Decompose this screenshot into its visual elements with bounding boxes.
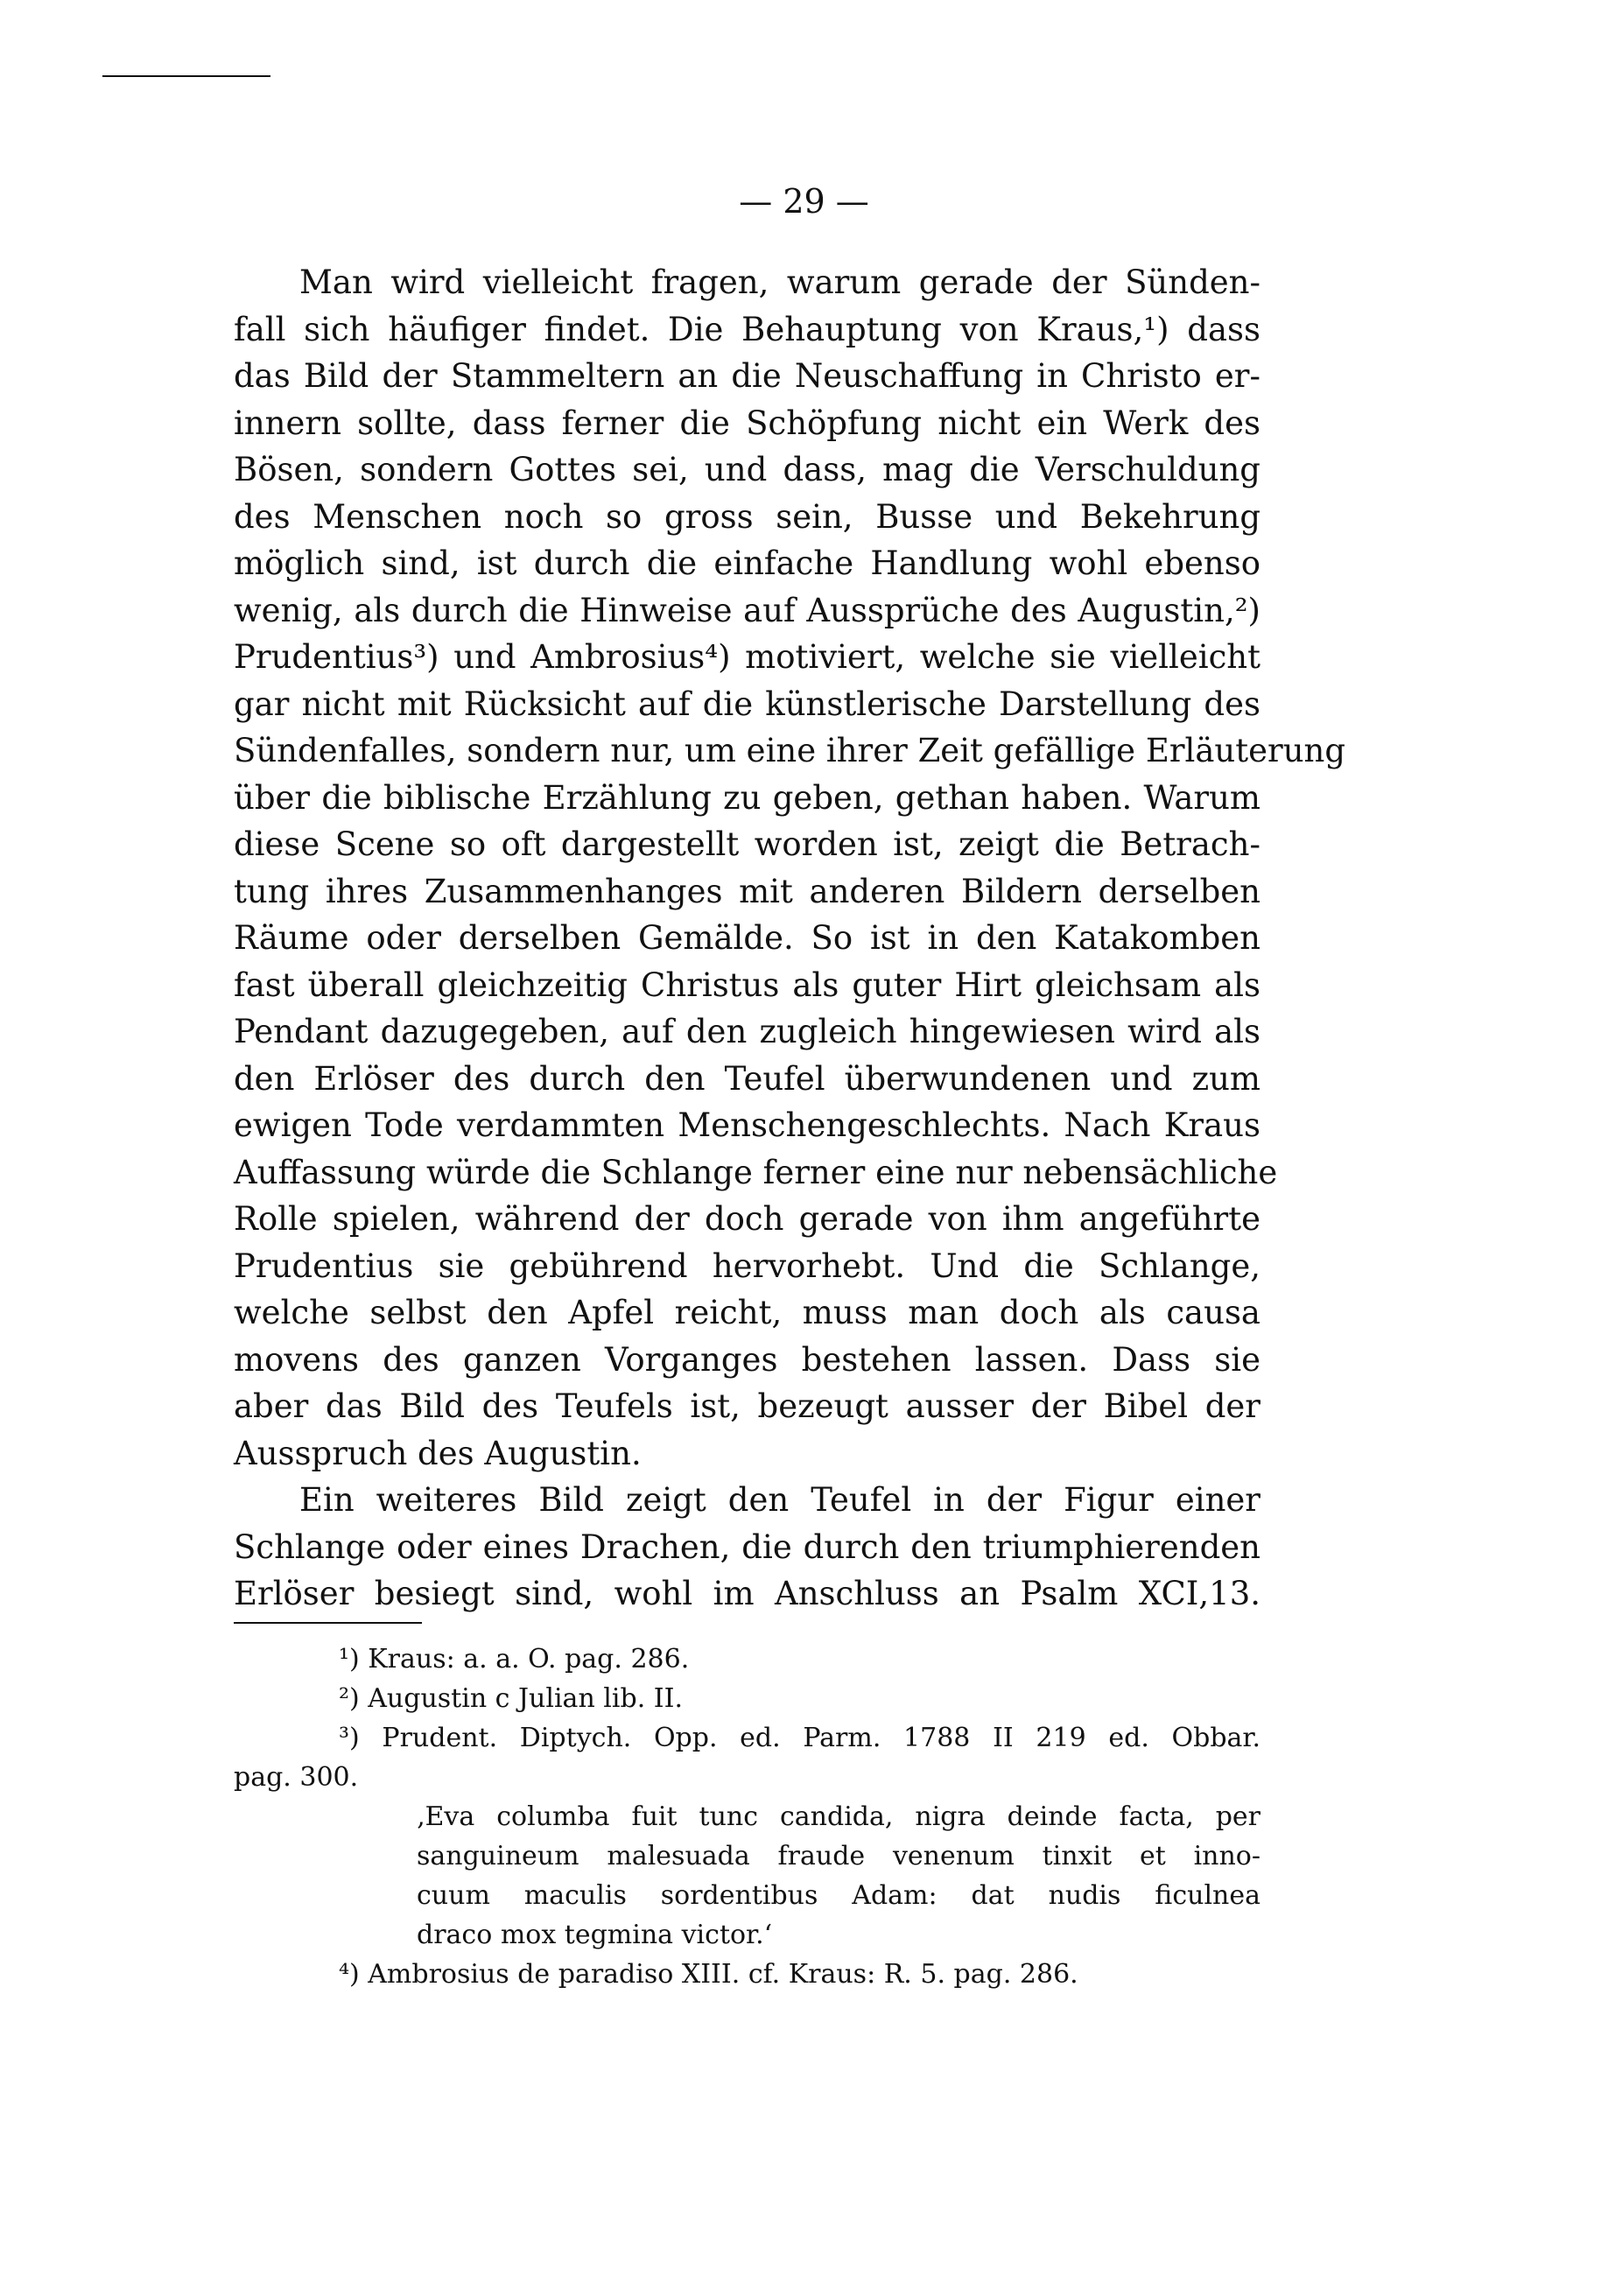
footnotes <box>234 1639 1260 1994</box>
text-line: Prudentius³) und Ambrosius⁴) motiviert, welche sie vielleicht <box>234 638 1260 676</box>
text-line: Rolle spielen, während der doch gerade von ihm angeführte <box>234 1200 1260 1238</box>
text-line: aber das Bild des Teufels ist, bezeugt ausser der Bibel der <box>234 1387 1260 1425</box>
footnote-line: cuum maculis sordentibus Adam: dat nudis ficulnea <box>417 1880 1260 1911</box>
text-line: ewigen Tode verdammten Menschengeschlechts. Nach Kraus <box>234 1106 1260 1144</box>
text-line: des Menschen noch so gross sein, Busse und Bekehrung <box>234 497 1260 536</box>
text-line: fast überall gleichzeitig Christus als guter Hirt gleichsam als <box>234 965 1260 1004</box>
footnote-line: ³) Prudent. Diptych. Opp. ed. Parm. 1788 II 219 ed. Obbar. <box>339 1723 1260 1753</box>
text-line: Prudentius sie gebührend hervorhebt. Und die Schlange, <box>234 1246 1260 1285</box>
page-number: — 29 — <box>739 182 869 221</box>
text-line: Erlöser besiegt sind, wohl im Anschluss an Psalm XCI,13. <box>234 1575 1260 1612</box>
footnote-line: ‚Eva columba fuit tunc candida, nigra deinde facta, per <box>417 1801 1260 1832</box>
text-line: Auffassung würde die Schlange ferner eine nur nebensächliche <box>234 1153 1278 1191</box>
footnote-line: pag. 300. <box>234 1762 359 1793</box>
text-line: Räume oder derselben Gemälde. So ist in den Katakomben <box>234 919 1260 957</box>
footnote-line: ²) Augustin c Julian lib. II. <box>339 1683 684 1714</box>
text-line: tung ihres Zusammenhanges mit anderen Bildern derselben <box>234 872 1260 910</box>
text-line: über die biblische Erzählung zu geben, gethan haben. Warum <box>234 778 1260 817</box>
footnote-line: ¹) Kraus: a. a. O. pag. 286. <box>339 1644 690 1675</box>
text-line: diese Scene so oft dargestellt worden ist, zeigt die Betrach- <box>234 825 1260 863</box>
text-line: wenig, als durch die Hinweise auf Aussprüche des Augustin,²) <box>234 591 1260 629</box>
text-line: Schlange oder eines Drachen, die durch den triumphierenden <box>234 1527 1260 1566</box>
text-line: Man wird vielleicht fragen, warum gerade der Sünden- <box>299 263 1260 301</box>
text-line: den Erlöser des durch den Teufel überwundenen und zum <box>234 1059 1260 1098</box>
body-text <box>234 259 1346 1618</box>
text-line: fall sich häufiger findet. Die Behauptung von Kraus,¹) dass <box>234 310 1260 348</box>
footnote-line: sanguineum malesuada fraude venenum tinxit et inno- <box>417 1841 1260 1871</box>
text-line: Sündenfalles, sondern nur, um eine ihrer Zeit gefällige Erläuterung <box>234 732 1346 769</box>
text-line: innern sollte, dass ferner die Schöpfung nicht ein Werk des <box>234 404 1260 442</box>
text-line: welche selbst den Apfel reicht, muss man doch als causa <box>234 1294 1260 1331</box>
text-line: Ein weiteres Bild zeigt den Teufel in der Figur einer <box>299 1481 1260 1519</box>
text-line: Bösen, sondern Gottes sei, und dass, mag die Verschuldung <box>234 451 1260 488</box>
text-line: movens des ganzen Vorganges bestehen lassen. Dass sie <box>234 1340 1260 1379</box>
footnote-line: draco mox tegmina victor.‘ <box>417 1920 773 1950</box>
text-line: möglich sind, ist durch die einfache Handlung wohl ebenso <box>234 544 1260 582</box>
text-line: Pendant dazugegeben, auf den zugleich hingewiesen wird als <box>234 1013 1260 1050</box>
top-rule <box>102 75 270 77</box>
footnote-rule <box>234 1622 422 1624</box>
footnote-line: ⁴) Ambrosius de paradiso XIII. cf. Kraus: R. 5. pag. 286. <box>339 1959 1078 1990</box>
text-line: das Bild der Stammeltern an die Neuschaffung in Christo er- <box>234 357 1260 395</box>
text-line: gar nicht mit Rücksicht auf die künstlerische Darstellung des <box>234 685 1260 723</box>
text-line: Ausspruch des Augustin. <box>234 1434 642 1472</box>
